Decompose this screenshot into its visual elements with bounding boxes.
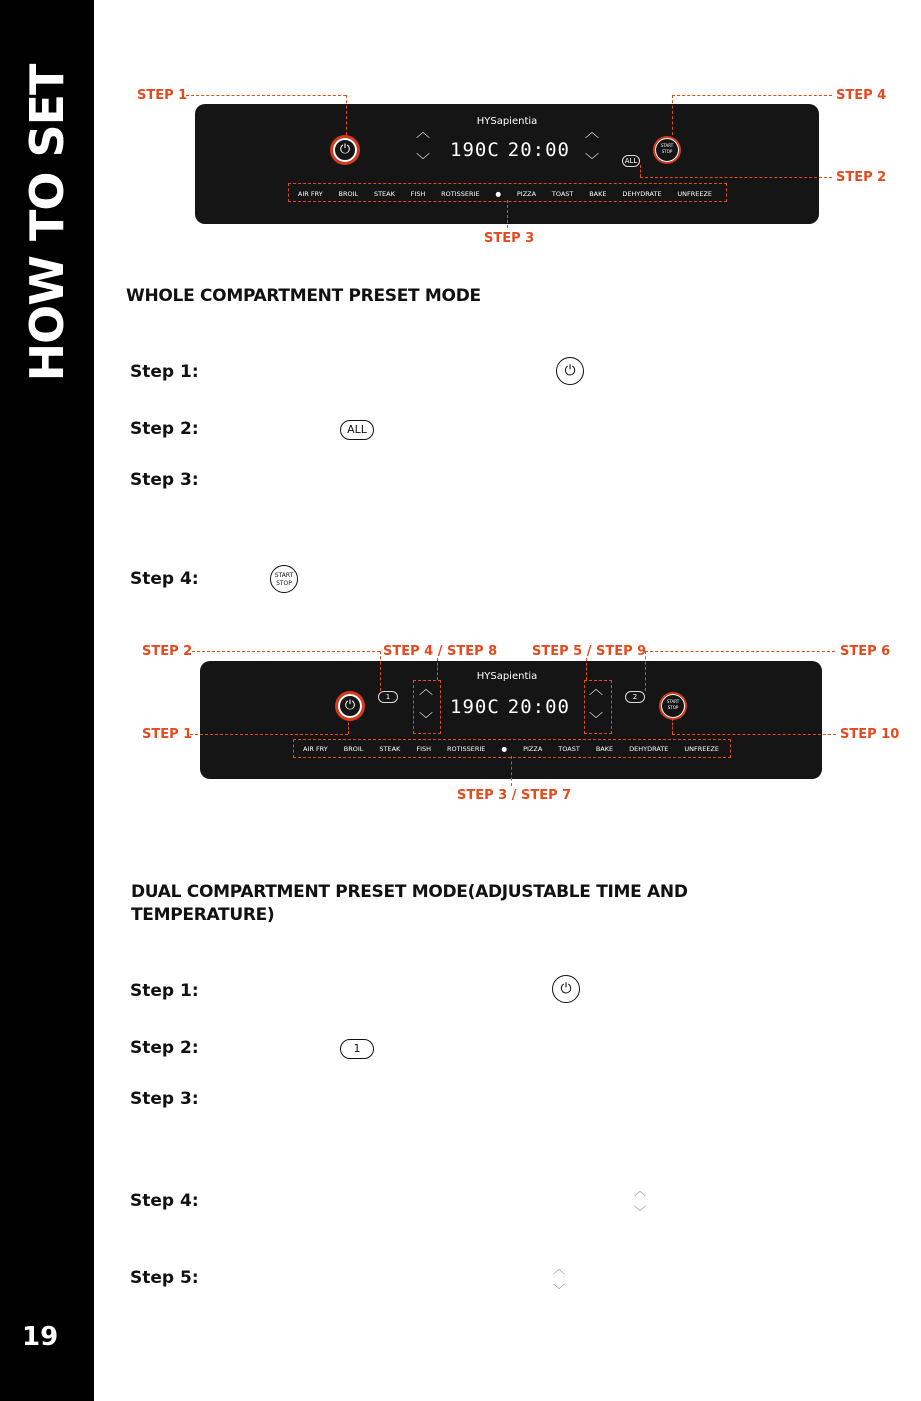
step-4-8-label: STEP 4 / STEP 8 — [383, 644, 498, 659]
preset-unfreeze[interactable]: UNFREEZE — [684, 745, 719, 753]
leader-line — [190, 734, 348, 735]
whole-step-2: Step 2: — [130, 419, 199, 439]
preset-pizza[interactable]: PIZZA — [516, 190, 537, 198]
whole-step-4: Step 4: — [130, 569, 199, 589]
preset-bake[interactable]: BAKE — [595, 745, 614, 753]
dual-step-2: Step 2: — [130, 1038, 199, 1058]
dual-step-4: Step 4: — [130, 1191, 199, 1211]
temp-down-icon[interactable]: ﹀ — [419, 712, 433, 728]
lcd-display — [446, 696, 574, 718]
leader-line — [672, 734, 836, 735]
power-icon: ⏻ — [552, 975, 580, 1003]
start-stop-icon — [270, 565, 298, 593]
preset-toast[interactable]: TOAST — [558, 745, 580, 753]
power-button[interactable]: ⏻ — [338, 694, 362, 718]
whole-step-1: Step 1: — [130, 362, 199, 382]
step-3-label: STEP 3 — [484, 231, 535, 246]
leader-line — [348, 718, 349, 734]
preset-rotisserie[interactable]: ROTISSERIE — [441, 190, 480, 198]
all-icon: ALL — [340, 420, 374, 440]
preset-toast[interactable]: TOAST — [551, 190, 574, 198]
leader-line — [672, 718, 673, 734]
time-down-icon[interactable]: ﹀ — [589, 712, 603, 728]
step-2-label: STEP 2 — [836, 170, 887, 185]
power-icon: ⏻ — [556, 357, 584, 385]
section-title: HOW TO SET — [20, 64, 74, 382]
time-readout: 20:00 — [507, 696, 570, 718]
step-10-label: STEP 10 — [840, 727, 900, 742]
preset-fish[interactable]: FISH — [416, 745, 431, 753]
leader-line — [640, 177, 832, 178]
time-arrows-highlight — [584, 680, 612, 734]
lcd-display — [446, 139, 574, 161]
zone-2-button[interactable]: 2 — [625, 691, 645, 703]
preset-air-fry[interactable]: AIR FRY — [297, 190, 323, 198]
leader-line — [507, 200, 508, 228]
dual-step-5: Step 5: — [130, 1268, 199, 1288]
brand-logo: HYSapientia — [476, 116, 538, 127]
leader-line — [192, 651, 380, 652]
time-up-icon[interactable]: ︿ — [585, 125, 599, 141]
stop-label: STOP — [667, 705, 679, 710]
dual-mode-heading-cont: TEMPERATURE) — [131, 905, 275, 925]
preset-unfreeze[interactable]: UNFREEZE — [677, 190, 713, 198]
light-icon[interactable]: ● — [501, 745, 508, 753]
step-5-9-label: STEP 5 / STEP 9 — [532, 644, 647, 659]
preset-rotisserie[interactable]: ROTISSERIE — [447, 745, 486, 753]
leader-line — [640, 165, 641, 177]
step-2-label: STEP 2 — [142, 644, 193, 659]
leader-line — [186, 95, 346, 96]
start-label: START — [660, 143, 674, 148]
zone-1-icon: 1 — [340, 1039, 374, 1059]
stop-label: STOP — [661, 149, 673, 154]
preset-steak[interactable]: STEAK — [379, 745, 401, 753]
chevron-down-icon: ﹀ — [634, 1205, 647, 1219]
preset-air-fry[interactable]: AIR FRY — [303, 745, 328, 753]
leader-line — [672, 95, 673, 135]
leader-line — [645, 651, 646, 691]
preset-dehydrate[interactable]: DEHYDRATE — [629, 745, 669, 753]
preset-pizza[interactable]: PIZZA — [523, 745, 543, 753]
sidebar — [0, 0, 94, 1401]
menu-highlight — [293, 739, 731, 758]
temperature-readout: 190C — [450, 139, 500, 161]
preset-steak[interactable]: STEAK — [373, 190, 395, 198]
chevron-up-icon: ︿ — [634, 1184, 647, 1198]
leader-line — [380, 651, 381, 691]
start-stop-icon-top: START — [274, 572, 294, 579]
chevron-down-icon: ﹀ — [553, 1283, 566, 1297]
preset-broil[interactable]: BROIL — [338, 190, 359, 198]
start-label: START — [666, 699, 680, 704]
whole-step-3: Step 3: — [130, 470, 199, 490]
preset-dehydrate[interactable]: DEHYDRATE — [622, 190, 662, 198]
step-1-label: STEP 1 — [142, 727, 193, 742]
light-icon[interactable]: ● — [495, 190, 502, 198]
time-down-icon[interactable]: ﹀ — [585, 153, 599, 169]
dual-step-1: Step 1: — [130, 981, 199, 1001]
all-button[interactable]: ALL — [622, 155, 640, 167]
leader-line — [586, 658, 587, 680]
whole-mode-heading: WHOLE COMPARTMENT PRESET MODE — [126, 286, 481, 306]
dual-mode-heading: DUAL COMPARTMENT PRESET MODE(ADJUSTABLE TIME AND — [131, 882, 688, 902]
leader-line — [511, 756, 512, 786]
power-button[interactable]: ⏻ — [333, 138, 357, 162]
temp-arrows-highlight — [413, 680, 441, 734]
preset-broil[interactable]: BROIL — [343, 745, 364, 753]
preset-fish[interactable]: FISH — [410, 190, 426, 198]
temp-up-icon[interactable]: ︿ — [419, 682, 433, 698]
step-3-7-label: STEP 3 / STEP 7 — [457, 788, 572, 803]
leader-line — [346, 95, 347, 135]
leader-line — [437, 658, 438, 680]
dual-step-3: Step 3: — [130, 1089, 199, 1109]
temp-down-icon[interactable]: ﹀ — [416, 153, 430, 169]
temp-up-icon[interactable]: ︿ — [416, 125, 430, 141]
start-stop-icon-bottom: STOP — [276, 580, 292, 587]
temperature-readout: 190C — [450, 696, 500, 718]
page-number: 19 — [22, 1322, 59, 1352]
leader-line — [645, 651, 835, 652]
step-1-label: STEP 1 — [137, 88, 188, 103]
time-up-icon[interactable]: ︿ — [589, 682, 603, 698]
zone-1-button[interactable]: 1 — [378, 691, 398, 703]
leader-line — [672, 95, 832, 96]
time-readout: 20:00 — [507, 139, 570, 161]
step-6-label: STEP 6 — [840, 644, 891, 659]
preset-bake[interactable]: BAKE — [589, 190, 607, 198]
step-4-label: STEP 4 — [836, 88, 887, 103]
start-stop-button[interactable] — [661, 694, 685, 718]
brand-logo: HYSapientia — [476, 671, 538, 682]
start-stop-button[interactable] — [655, 138, 679, 162]
chevron-up-icon: ︿ — [553, 1262, 566, 1276]
